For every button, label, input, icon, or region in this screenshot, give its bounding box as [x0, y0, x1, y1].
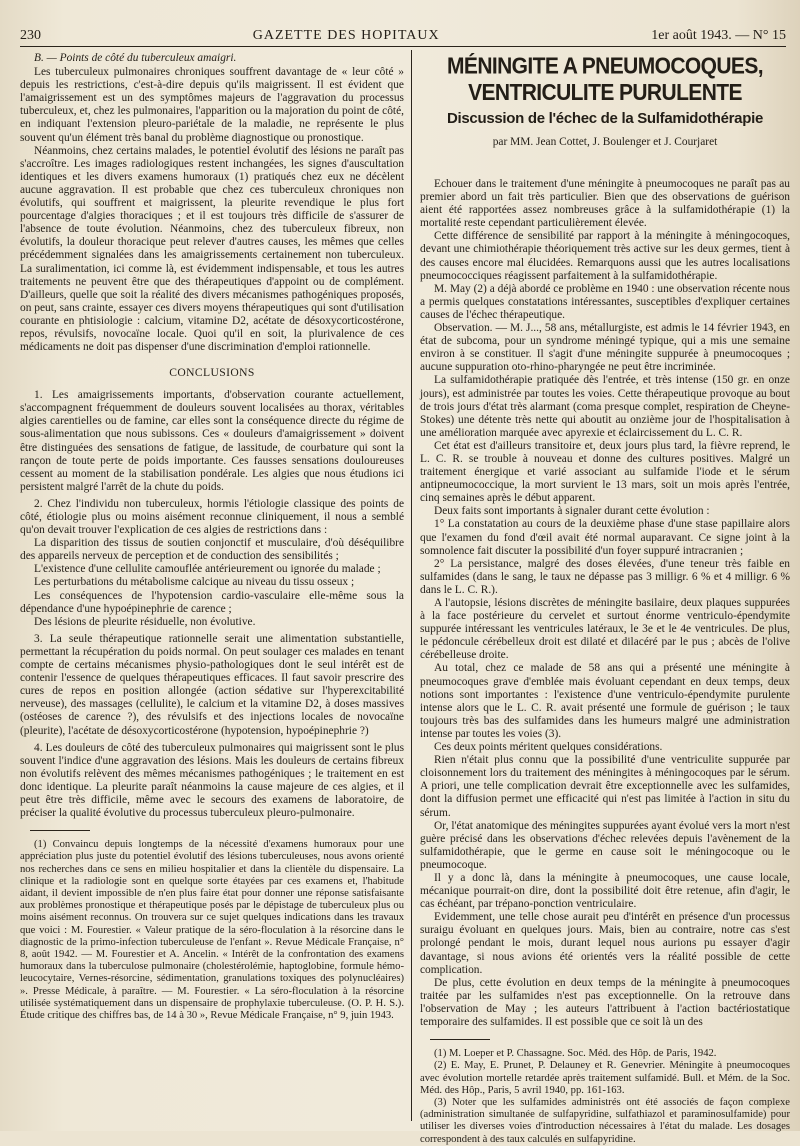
article-title: MÉNINGITE A PNEUMOCOQUES, VENTRICULITE PURULENTE — [447, 53, 763, 106]
conclusion-subitem: Les conséquences de l'hypotension cardio-vasculaire elle-même sous la dépendance d'une hypoépinephrie de carence ; — [20, 589, 404, 615]
article-subtitle: Discussion de l'échec de la Sulfamidothérapie — [446, 110, 763, 127]
paragraph: Echouer dans le traitement d'une méningite à pneumocoques ne paraît pas au premier abord un fait très particulier. Bien que des observations de guérison aient été rapportées assez nombreuses grâce à la sulfamidothérapie (1) la mortalité reste cependant particulièrement élevée. — [420, 178, 790, 230]
paragraph: Au total, chez ce malade de 58 ans qui a présenté une méningite à pneumocoques grave d'emblée mais évoluant cependant en deux temps, deux notions sont importantes : l'existence d'une ventriculo-épendymite purulente intense alors que le L. C. R. avait présenté une formule de guérison ; le taux toujours très bas des sulfamides dans les humeurs malgré une administration intense par toutes les voies (3). — [420, 662, 790, 740]
paragraph: Or, l'état anatomique des méningites suppurées ayant évolué vers la mort n'est guère précisé dans les observations d'échec relevées depuis l'avènement de la sulfamidothérapie, que le germe en cause soit le méningocoque ou le pneumocoque. — [420, 819, 790, 871]
column-divider — [411, 50, 412, 1121]
paragraph: La sulfamidothérapie pratiquée dès l'entrée, et très intense (150 gr. en onze jours), est administrée par toutes les voies. Cette thérapeutique provoque au bout de trois jours d'état très alarmant (coma presque complet, respiration de Cheyne-Stokes) une détente très nette qui aboutit au onzième jour de l'hospitalisation à une amélioration marquée avec apyrexie et éclaircissement du L. C. R. — [420, 374, 790, 439]
issue-date: 1er août 1943. — N° 15 — [651, 28, 786, 43]
conclusion-item: 1. Les amaigrissements importants, d'observation courante actuellement, s'accompagnent fréquemment de douleurs souvent localisées au thorax, véritables algies carentielles ou de famine, car elles sont la conséquence directe du régime de sous-alimentation que nous subissons. Ces « douleurs d'amaigrissement » doivent être distinguées des sensations de fatigue, de lassitude, de courbature qui sont la rançon de toute perte de poids importante. Ces fausses sensations douloureuses cessent au moment de la stabilisation pondérale. Les algies que nous étudions ici persistent malgré l'arrêt de la chute du poids. — [20, 389, 404, 493]
paragraph: M. May (2) a déjà abordé ce problème en 1940 : une observation récente nous a permis quelques constatations intéressantes, susceptibles d'expliquer certaines causes de l'échec thérapeutique. — [420, 282, 790, 321]
paragraph: Les tuberculeux pulmonaires chroniques souffrent davantage de « leur côté » depuis les restrictions, c'est-à-dire depuis qu'ils maigrissent. Il est évident que l'amaigrissement est un des symptômes majeurs de l'aggravation du processus tuberculeux, et, chez les pulmonaires, l'apparition ou la majoration du point de côté, en indiquant l'extension pleuro-pariétale de la maladie, ne représente le plus souvent qu'un élément très banal du problème diagnostique ou pronostique. — [20, 66, 404, 144]
conclusion-item: 3. La seule thérapeutique rationnelle serait une alimentation substantielle, permettant la récupération du poids normal. On peut soulager ces malades en tenant compte de certains mécanismes physio-pathologiques dont le seul intérêt est de contenir l'essence de quelques thérapeutiques efficaces. Il faut savoir prescrire des cures de repos en position allongée (action sédative sur l'hyperexcitabilité nerveuse), des massages (cellulite), le calcium et la vitamine D2, à doses massives (ostéoses de carence ?), des révulsifs et des injections locales de novocaïne (pleurite), l'acétate de désoxycorticostérone (hypotension, hypoépinephrie ?) — [20, 632, 404, 737]
footnote: (1) Convaincu depuis longtemps de la nécessité d'examens humoraux pour une appréciation plus juste du potentiel évolutif des lésions tuberculeuses, nous avons orienté nos recherches dans ce sens en milieu hospitalier et dans la clientèle du dispensaire. La clinique et la radiologie sont en quelque sorte étayées par ces examens et, l'habitude aidant, il devient impossible de n'en plus faire état pour donner une réponse satisfaisante aux problèmes pronostique et thérapeutique posés par le dépistage de tuberculeux plus ou moins aisément reconnus. On trouvera sur ce sujet quelques indications dans les travaux que voici : M. Fourestier. « Valeur pratique de la séro-floculation à la résorcine dans le diagnostic de la primo-infection tuberculeuse de l'enfant ». Revue Médicale Française, n° 8, août 1942. — M. Fourestier et A. Ancelin. « Intérêt de la confrontation des examens humoraux dans la tuberculose pulmonaire (cholestérolémie, haptoglobine, formule hémo-leucocytaire, Vernes-résorcine, sédimentation, granulations toxiques des polynucléaires) ». Presse Médicale, à paraître. — M. Fourestier. « La séro-floculation à la résorcine utilisée systématiquement dans un dispensaire de prophylaxie tuberculeuse. (O. P. H. S.). Étude critique des chiffres bas, de 14 à 30 », Revue Médicale Française, n° 9, juin 1943. — [20, 839, 404, 1021]
paragraph: Ces deux points méritent quelques considérations. — [434, 741, 663, 754]
section-title: B. — Points de côté du tuberculeux amaigri. — [34, 52, 237, 64]
conclusion-subitem: Les perturbations du métabolisme calcique au niveau du tissu osseux ; — [34, 576, 355, 589]
paragraph: A l'autopsie, lésions discrètes de méningite basilaire, deux plaques suppurées à la face postérieure du cervelet et surtout énorme ventriculo-épendymite suppurée intéressant les ventricules latéraux, le 3e et le 4e ventricules. De plus, le pédoncule cérébelleux droit est dilaté et dilacéré par le pus ; abcès de l'olive cérébelleuse droite. — [420, 597, 790, 662]
page-header — [20, 18, 786, 47]
right-column — [420, 52, 790, 1145]
paragraph: Il y a donc là, dans la méningite à pneumocoques, une cause locale, mécanique pourrait-on dire, dont la possibilité doit être retenue, afin d'agir, le cas échéant, par trépano-ponction ventriculaire. — [420, 871, 790, 911]
journal-title: GAZETTE DES HOPITAUX — [252, 28, 440, 43]
conclusion-subitem: L'existence d'une cellulite camouflée antérieurement ou ignorée du malade ; — [34, 563, 381, 576]
paragraph: Deux faits sont importants à signaler durant cette évolution : — [434, 505, 710, 518]
paragraph: Néanmoins, chez certains malades, le potentiel évolutif des lésions ne paraît pas s'accroître. Les images radiologiques restent inchangées, les signes d'auscultation identiques et les divers examens humoraux (1) pratiqués chez eux ne décèlent aucune aggravation. Il est probable que chez ces tuberculeux chroniques non évolutifs, qui souffrent et maigrissent, la pleurite revendique le plus fort pourcentage d'algies thoraciques ; et il est toujours très difficile de s'assurer de l'absence de toute évolution. Néanmoins, chez des tuberculeux fibreux, non évolutifs, la douleur thoracique peut relever d'autres causes, les mêmes que celles précédemment signalées dans les amaigrissements certainement non tuberculeux. La suralimentation, ici comme là, est évidemment indispensable, et tous les autres traitements ne peuvent être que des thérapeutiques d'appoint ou de complément. D'ailleurs, quelle que soit la réalité des divers mécanismes pathogéniques proposés, on peut, sans crainte, essayer ces divers moyens thérapeutiques qui sont d'utilisation courante en phtisiologie : calcium, vitamine D2, acétate de désoxycorticostérone, repos, révulsifs, novocaïne locale. Quoi qu'il en soit, la plurivalence de ces médicaments ne doit pas dispenser d'une discrimination d'emploi rationnelle. — [20, 144, 404, 354]
footnote-rule — [30, 830, 90, 831]
paragraph: Cet état est d'ailleurs transitoire et, deux jours plus tard, la fièvre reprend, le L. C. R. se trouble à nouveau et donne des cultures positives. Malgré un traitement énergique et varié associant au sulfamide l'iode et le sérum antipneumococcique, la mort survient le 13 mars, soit un mois après l'entrée, cinq semaines après le début apparent. — [420, 439, 790, 505]
paragraph: De plus, cette évolution en deux temps de la méningite à pneumocoques traitée par les sulfamides n'est pas exceptionnelle. On la retrouve dans l'observation de May ; les auteurs l'attribuent à l'action bactériostatique temporaire des sulfamides. Il est possible que ce soit là un des — [420, 976, 790, 1028]
paragraph: Evidemment, une telle chose aurait peu d'intérêt en présence d'un processus suraigu évoluant en quelques jours. Mais, bien au contraire, notre cas s'est prolongé pendant le mois, durant lequel nous aurions pu essayer d'agir davantage, si nous avions été orientés vers la réalité possible de cette complication. — [420, 911, 790, 976]
paragraph: 2° La persistance, malgré des doses élevées, d'une teneur très faible en sulfamides (dans le sang, le taux ne dépasse pas 3 milligr. 6 % et 4 milligr. 6 % dans le L. C. R.). — [420, 557, 790, 596]
conclusions-heading: CONCLUSIONS — [169, 366, 255, 380]
article-authors: par MM. Jean Cottet, J. Boulenger et J. Courjaret — [492, 136, 718, 148]
paragraph: Cette différence de sensibilité par rapport à la méningite à méningocoques, devant une chimiothérapie théoriquement très active sur les deux germes, tient à des causes encore mal élucidées. Remarquons aussi que les autres localisations pneumococciques réagissent parfaitement à la sulfamidothérapie. — [420, 230, 790, 282]
conclusion-subitem: La disparition des tissus de soutien conjonctif et musculaire, d'où déséquilibre des appareils nerveux de perception et de conduction des sensibilités ; — [20, 537, 404, 563]
conclusion-item: 2. Chez l'individu non tuberculeux, hormis l'étiologie classique des points de côté, étiologie plus ou moins aisément reconnue cliniquement, il nous a semblé qu'on devait trouver l'explication de ces algies de restrictions dans : — [20, 497, 404, 537]
observation-paragraph: Observation. — M. J..., 58 ans, métallurgiste, est admis le 14 février 1943, en état de subcoma, pour un syndrome méningé typique, qui a mis une semaine environ à se constituer. Il s'agit d'une méningite suppurée à pneumocoques ; aucune suppuration oto-rhino-pharyngée ne peut être incriminée. — [420, 322, 790, 374]
conclusion-subitem: Des lésions de pleurite résiduelle, non évolutive. — [34, 615, 256, 628]
paragraph: Rien n'était plus connu que la possibilité d'une ventriculite suppurée par cloisonnement lors du traitement des méningites à méningocoques par le sérum. A priori, une telle complication devrait être exceptionnelle avec les sulfamides, dont la diffusion permet une efficacité qui n'est pas limitée à l'action in situ du sérum. — [420, 754, 790, 819]
left-column — [20, 52, 404, 1123]
footnote: (2) E. May, E. Prunet, P. Delauney et R. Genevrier. Méningite à pneumocoques avec évolution mortelle retardée après traitement sulfamidé. Bull. et Mém. de la Soc. Méd. des Hôp., Paris, 5 avril 1940, pp. 161-163. — [420, 1060, 790, 1096]
paragraph: 1° La constatation au cours de la deuxième phase d'une stase papillaire alors que l'examen du fond d'œil avait été normal auparavant. Ce signe joint à la somnolence fait discuter la possibilité d'un foyer suppuré intracranien ; — [420, 518, 790, 557]
footnote: (3) Noter que les sulfamides administrés ont été associés de façon complexe (administration simultanée de sulfapyridine, sulfathiazol et paraminosulfamide) pour utiliser les diverses voies d'introduction nécessaires à l'état du malade. Les dosages correspondent à des taux calculés en sulfapyridine. — [420, 1096, 790, 1145]
footnote: (1) M. Loeper et P. Chassagne. Soc. Méd. des Hôp. de Paris, 1942. — [434, 1048, 717, 1060]
conclusion-item: 4. Les douleurs de côté des tuberculeux pulmonaires qui maigrissent sont le plus souvent l'indice d'une aggravation des lésions. Mais les douleurs de certains fibreux non évolutifs relèvent des mêmes mécanismes pathogéniques ; le traitement en est donc identique. La pleurite paraît néanmoins la cause majeure de ces algies, et il peut être très difficile, même avec le secours des examens de laboratoire, de préciser la qualité évolutive du processus tuberculeux pleuro-pulmonaire. — [20, 741, 404, 820]
footnote-rule — [430, 1039, 490, 1040]
page-number: 230 — [20, 28, 41, 43]
